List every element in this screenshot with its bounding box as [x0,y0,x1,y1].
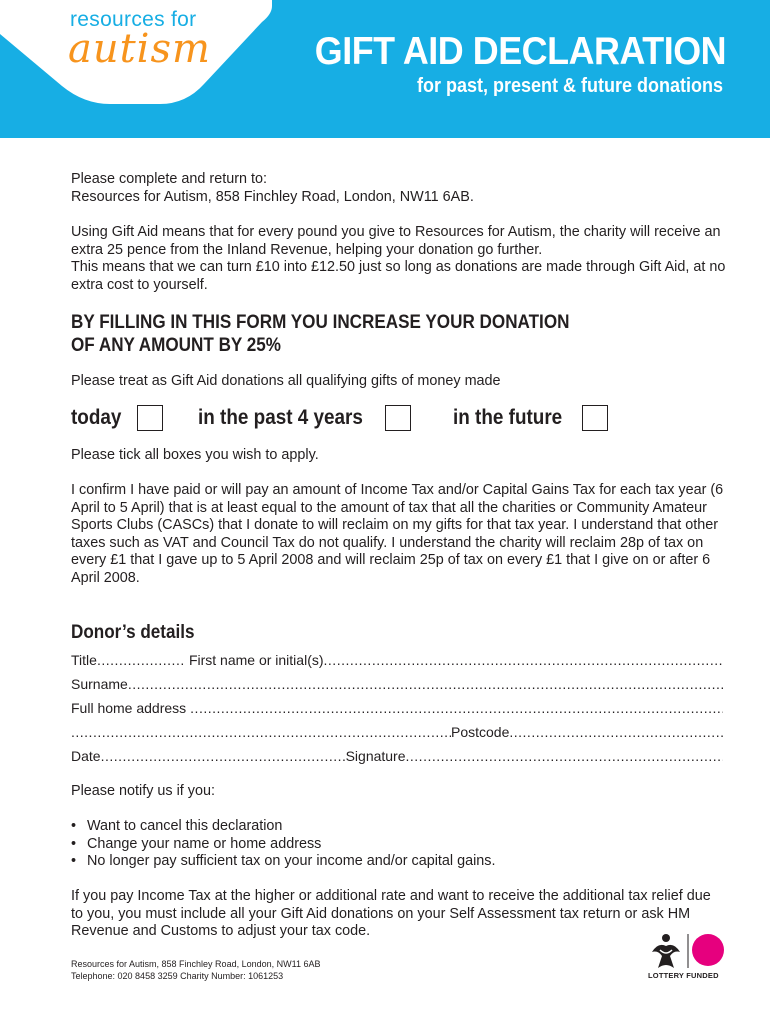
footer-contact: Telephone: 020 8458 3259 Charity Number: 1061253 [71,971,284,981]
logo-text-bottom: autism [68,26,211,72]
return-address-block [71,171,731,206]
gift-aid-para: Using Gift Aid means that for every pound you give to Resources for Autism, the charity will receive an extra 25 pence from the Inland Revenue, helping your donation go further. [71,224,721,258]
heritage-circle [692,934,724,966]
tick-label-today: today [71,406,122,429]
signature-field[interactable] [406,748,723,766]
first-name-field[interactable] [324,652,723,670]
increase-heading-line2: OF ANY AMOUNT BY 25% [71,335,281,356]
address-postcode-line [71,724,723,742]
tick-instruction: Please tick all boxes you wish to apply. [71,447,319,463]
logo-text-top: resources for [70,8,197,31]
past-4-years-checkbox[interactable] [385,405,411,431]
surname-line [71,676,723,694]
gift-aid-example: This means that we can turn £10 into £12.50 just so long as donations are made through Gift Aid, at no extra cost to yourself. [71,259,726,293]
title-firstname-line [71,652,723,670]
address-label: Full home address [71,700,187,716]
today-checkbox[interactable] [137,405,163,431]
page-subtitle: for past, present & future donations [416,75,723,97]
page-title: GIFT AID DECLARATION [314,30,726,73]
signature-label: Signature [345,748,406,764]
postcode-label: Postcode [451,724,510,740]
postcode-field[interactable] [509,724,723,742]
return-address: Resources for Autism, 858 Finchley Road, London, NW11 6AB. [71,188,474,205]
donor-details-heading: Donor’s details [71,622,195,643]
increase-heading-line1: BY FILLING IN THIS FORM YOU INCREASE YOUR DONATION [71,312,570,333]
treat-instruction: Please treat as Gift Aid donations all qualifying gifts of money made [71,373,501,389]
address-field[interactable] [190,700,723,718]
return-instruction: Please complete and return to: [71,171,267,187]
lottery-funded-label: LOTTERY FUNDED [648,971,719,980]
notify-heading: Please notify us if you: [71,783,215,799]
header-banner [0,0,770,138]
increase-heading [71,311,569,357]
first-name-label: First name or initial(s) [188,652,324,668]
footer [71,958,320,982]
confirmation-statement: I confirm I have paid or will pay an amount of Income Tax and/or Capital Gains Tax for each tax year (6 April to 5 April) that is at least equal to the amount of tax that all the charities or Community Amateur Sports Clubs (CASCs) that I donate to will reclaim on my gifts for that tax year. I understand that other taxes such as VAT and Council Tax do not qualify. I understand the charity will reclaim 28p of tax on every £1 that I gave up to 5 April 2008 and will reclaim 25p of tax on every £1 that I give on or after 6 April 2008. [71,482,724,586]
list-item: • No longer pay sufficient tax on your income and/or capital gains. [71,853,496,871]
list-item: • Want to cancel this declaration [71,818,496,836]
address-field-2[interactable] [71,724,451,742]
surname-label: Surname [71,676,128,692]
notify-list [71,818,496,871]
tick-options [71,403,631,433]
address-line [71,700,723,718]
title-field[interactable] [97,652,185,670]
higher-rate-note: If you pay Income Tax at the higher or additional rate and want to receive the additional tax relief due to you, you must include all your Gift Aid donations on your Self Assessment tax return or ask HM Revenue and Customs to adjust your tax code. [71,888,711,940]
title-label: Title [71,652,97,668]
tick-label-past: in the past 4 years [198,406,363,429]
gift-aid-explanation [71,224,731,294]
footer-address: Resources for Autism, 858 Finchley Road, London, NW11 6AB [71,959,321,969]
date-signature-line [71,748,723,766]
tick-label-future: in the future [453,406,563,429]
logo [0,0,272,106]
future-checkbox[interactable] [582,405,608,431]
date-field[interactable] [101,748,346,766]
date-label: Date [71,748,101,764]
list-item: • Change your name or home address [71,836,496,854]
surname-field[interactable] [128,676,723,694]
